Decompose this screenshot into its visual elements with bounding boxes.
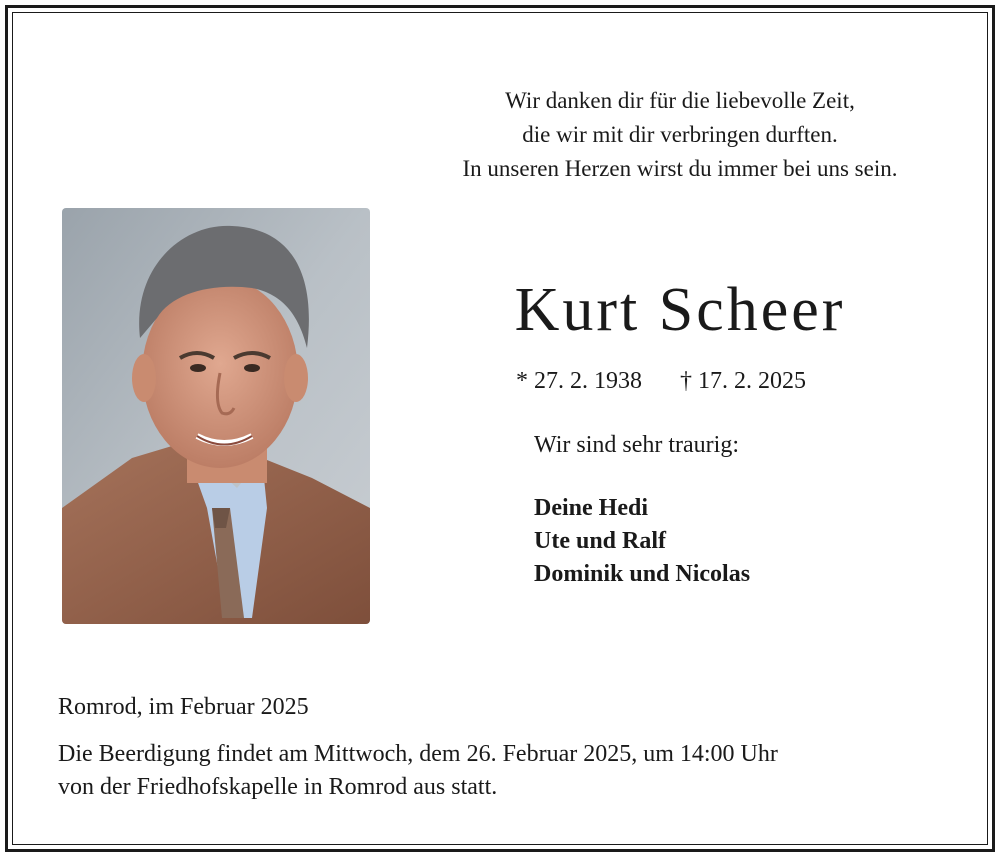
mourning-message: Wir sind sehr traurig: bbox=[534, 432, 739, 458]
verse-line: die wir mit dir verbringen durften. bbox=[522, 122, 838, 147]
place-and-date: Romrod, im Februar 2025 bbox=[58, 694, 309, 720]
portrait-image bbox=[62, 208, 370, 624]
life-dates bbox=[516, 364, 806, 398]
funeral-notice bbox=[58, 738, 778, 804]
verse-line: In unseren Herzen wirst du immer bei uns sein. bbox=[462, 156, 898, 181]
funeral-line: Die Beerdigung findet am Mittwoch, dem 26. Februar 2025, um 14:00 Uhr bbox=[58, 741, 778, 767]
death-date: † 17. 2. 2025 bbox=[680, 368, 806, 394]
memorial-verse bbox=[400, 84, 960, 186]
mourner-name: Dominik und Nicolas bbox=[534, 561, 751, 587]
verse-line: Wir danken dir für die liebevolle Zeit, bbox=[505, 88, 855, 113]
portrait-photo bbox=[62, 208, 370, 624]
mourners-list bbox=[534, 492, 750, 591]
funeral-line: von der Friedhofskapelle in Romrod aus statt. bbox=[58, 774, 498, 800]
mourner-name: Ute und Ralf bbox=[534, 528, 667, 554]
birth-date: * 27. 2. 1938 bbox=[516, 368, 642, 394]
deceased-name: Kurt Scheer bbox=[514, 276, 846, 344]
mourner-name: Deine Hedi bbox=[534, 495, 648, 521]
